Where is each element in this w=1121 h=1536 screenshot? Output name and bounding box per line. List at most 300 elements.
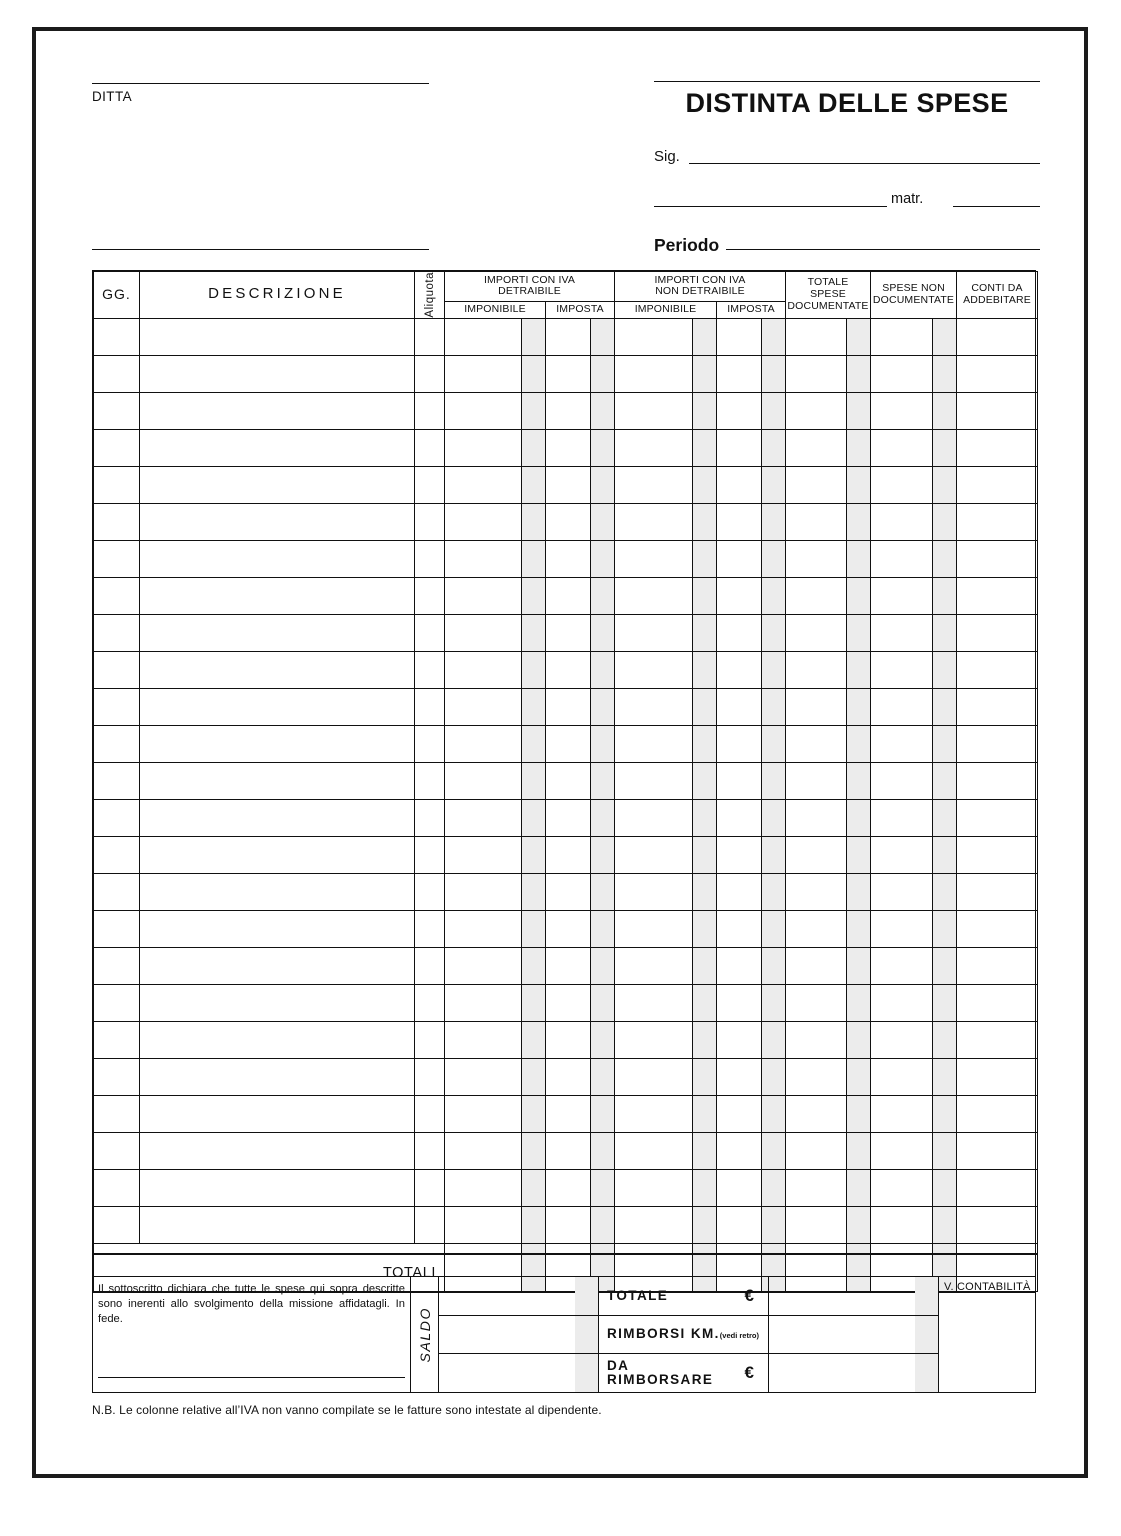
cell-imposta-1-cents[interactable] (591, 725, 615, 762)
cell-descrizione[interactable] (140, 984, 415, 1021)
cell-imposta-1-cents[interactable] (591, 799, 615, 836)
cell-tsd-cents[interactable] (847, 540, 871, 577)
cell-snd-cents[interactable] (933, 1132, 957, 1169)
cell-imposta-1[interactable] (546, 1021, 591, 1058)
cell-imponibile-2-cents[interactable] (693, 429, 717, 466)
cell-imposta-2-cents[interactable] (762, 1132, 786, 1169)
cell-imponibile-1[interactable] (445, 1095, 522, 1132)
cell-imponibile-1-cents[interactable] (522, 799, 546, 836)
cell-aliquota[interactable] (415, 1206, 445, 1243)
rimborsi-km-amount-cents[interactable] (915, 1316, 938, 1354)
cell-imponibile-1[interactable] (445, 577, 522, 614)
cell-spese-non-documentate[interactable] (871, 688, 933, 725)
cell-imposta-1-cents[interactable] (591, 1132, 615, 1169)
cell-imposta-2[interactable] (717, 1095, 762, 1132)
cell-tsd-cents[interactable] (847, 651, 871, 688)
cell-imposta-1[interactable] (546, 466, 591, 503)
cell-imposta-2-cents[interactable] (762, 577, 786, 614)
cell-imposta-2[interactable] (717, 910, 762, 947)
cell-imposta-2-cents[interactable] (762, 1095, 786, 1132)
cell-imponibile-1[interactable] (445, 947, 522, 984)
cell-snd-cents[interactable] (933, 1169, 957, 1206)
cell-conti-da-addebitare[interactable] (957, 836, 1038, 873)
cell-gg[interactable] (94, 836, 140, 873)
cell-imponibile-1[interactable] (445, 318, 522, 355)
cell-descrizione[interactable] (140, 429, 415, 466)
cell-descrizione[interactable] (140, 651, 415, 688)
v-contabilita-block[interactable] (939, 1277, 1035, 1392)
cell-aliquota[interactable] (415, 836, 445, 873)
cell-descrizione[interactable] (140, 1169, 415, 1206)
cell-snd-cents[interactable] (933, 318, 957, 355)
cell-tsd-cents[interactable] (847, 1169, 871, 1206)
cell-imposta-2-cents[interactable] (762, 688, 786, 725)
cell-imposta-2-cents[interactable] (762, 392, 786, 429)
cell-imponibile-2-cents[interactable] (693, 799, 717, 836)
cell-conti-da-addebitare[interactable] (957, 1169, 1038, 1206)
cell-gg[interactable] (94, 1021, 140, 1058)
cell-descrizione[interactable] (140, 910, 415, 947)
cell-tsd-cents[interactable] (847, 799, 871, 836)
saldo-box-1-cents[interactable] (575, 1277, 598, 1315)
cell-spese-non-documentate[interactable] (871, 1021, 933, 1058)
cell-imponibile-2[interactable] (615, 466, 693, 503)
cell-imponibile-1-cents[interactable] (522, 1132, 546, 1169)
cell-imposta-2-cents[interactable] (762, 1206, 786, 1243)
cell-imponibile-2[interactable] (615, 1132, 693, 1169)
cell-conti-da-addebitare[interactable] (957, 540, 1038, 577)
cell-conti-da-addebitare[interactable] (957, 984, 1038, 1021)
cell-imponibile-1[interactable] (445, 1132, 522, 1169)
cell-imponibile-2-cents[interactable] (693, 577, 717, 614)
cell-imponibile-1-cents[interactable] (522, 1206, 546, 1243)
cell-spese-non-documentate[interactable] (871, 651, 933, 688)
cell-imponibile-2-cents[interactable] (693, 1058, 717, 1095)
cell-imponibile-2[interactable] (615, 984, 693, 1021)
cell-imposta-1[interactable] (546, 873, 591, 910)
cell-imposta-1[interactable] (546, 614, 591, 651)
cell-totale-spese-documentate[interactable] (786, 799, 847, 836)
cell-totale-spese-documentate[interactable] (786, 762, 847, 799)
cell-imposta-2-cents[interactable] (762, 614, 786, 651)
cell-imponibile-2[interactable] (615, 1058, 693, 1095)
cell-totale-spese-documentate[interactable] (786, 1206, 847, 1243)
saldo-box-3-cents[interactable] (575, 1354, 598, 1392)
cell-snd-cents[interactable] (933, 1206, 957, 1243)
cell-spese-non-documentate[interactable] (871, 1206, 933, 1243)
cell-imposta-1[interactable] (546, 762, 591, 799)
cell-imposta-1[interactable] (546, 355, 591, 392)
cell-imposta-2[interactable] (717, 466, 762, 503)
cell-imponibile-2-cents[interactable] (693, 688, 717, 725)
cell-imponibile-2-cents[interactable] (693, 318, 717, 355)
cell-descrizione[interactable] (140, 577, 415, 614)
cell-imposta-1[interactable] (546, 1206, 591, 1243)
cell-imposta-1[interactable] (546, 725, 591, 762)
cell-aliquota[interactable] (415, 725, 445, 762)
cell-gg[interactable] (94, 688, 140, 725)
cell-descrizione[interactable] (140, 836, 415, 873)
cell-imposta-1-cents[interactable] (591, 614, 615, 651)
cell-imponibile-2-cents[interactable] (693, 910, 717, 947)
cell-spese-non-documentate[interactable] (871, 762, 933, 799)
cell-snd-cents[interactable] (933, 503, 957, 540)
cell-imposta-2[interactable] (717, 577, 762, 614)
cell-imponibile-2[interactable] (615, 688, 693, 725)
cell-imponibile-2[interactable] (615, 1169, 693, 1206)
cell-imposta-2-cents[interactable] (762, 836, 786, 873)
cell-imponibile-2-cents[interactable] (693, 947, 717, 984)
cell-imponibile-1-cents[interactable] (522, 614, 546, 651)
cell-imposta-1[interactable] (546, 577, 591, 614)
cell-imponibile-2-cents[interactable] (693, 725, 717, 762)
cell-descrizione[interactable] (140, 873, 415, 910)
cell-imponibile-1-cents[interactable] (522, 688, 546, 725)
cell-snd-cents[interactable] (933, 947, 957, 984)
cell-imponibile-2-cents[interactable] (693, 614, 717, 651)
cell-imponibile-1-cents[interactable] (522, 984, 546, 1021)
cell-imponibile-1-cents[interactable] (522, 466, 546, 503)
cell-imposta-2-cents[interactable] (762, 429, 786, 466)
cell-imponibile-1[interactable] (445, 1169, 522, 1206)
da-rimborsare-amount-box[interactable] (769, 1354, 938, 1392)
cell-imponibile-1[interactable] (445, 725, 522, 762)
cell-imposta-1[interactable] (546, 540, 591, 577)
cell-imponibile-1-cents[interactable] (522, 947, 546, 984)
cell-tsd-cents[interactable] (847, 466, 871, 503)
cell-gg[interactable] (94, 318, 140, 355)
cell-imponibile-2-cents[interactable] (693, 836, 717, 873)
cell-conti-da-addebitare[interactable] (957, 873, 1038, 910)
cell-imponibile-1[interactable] (445, 540, 522, 577)
cell-aliquota[interactable] (415, 429, 445, 466)
cell-imposta-1-cents[interactable] (591, 1169, 615, 1206)
cell-imponibile-1-cents[interactable] (522, 836, 546, 873)
cell-spese-non-documentate[interactable] (871, 1132, 933, 1169)
cell-aliquota[interactable] (415, 540, 445, 577)
cell-spese-non-documentate[interactable] (871, 318, 933, 355)
cell-imposta-1[interactable] (546, 318, 591, 355)
cell-imponibile-2[interactable] (615, 947, 693, 984)
cell-imposta-1-cents[interactable] (591, 651, 615, 688)
cell-imponibile-2[interactable] (615, 836, 693, 873)
cell-snd-cents[interactable] (933, 651, 957, 688)
cell-imposta-2[interactable] (717, 355, 762, 392)
cell-spese-non-documentate[interactable] (871, 725, 933, 762)
cell-aliquota[interactable] (415, 1095, 445, 1132)
cell-tsd-cents[interactable] (847, 503, 871, 540)
cell-spese-non-documentate[interactable] (871, 873, 933, 910)
cell-conti-da-addebitare[interactable] (957, 429, 1038, 466)
cell-imponibile-1[interactable] (445, 799, 522, 836)
cell-spese-non-documentate[interactable] (871, 947, 933, 984)
cell-snd-cents[interactable] (933, 836, 957, 873)
cell-tsd-cents[interactable] (847, 429, 871, 466)
cell-imposta-2[interactable] (717, 429, 762, 466)
cell-imposta-1-cents[interactable] (591, 984, 615, 1021)
cell-imponibile-1[interactable] (445, 1021, 522, 1058)
cell-imponibile-1-cents[interactable] (522, 910, 546, 947)
cell-imponibile-2-cents[interactable] (693, 503, 717, 540)
saldo-box-2[interactable] (439, 1316, 598, 1355)
cell-totale-spese-documentate[interactable] (786, 1095, 847, 1132)
cell-totale-spese-documentate[interactable] (786, 836, 847, 873)
cell-imposta-1[interactable] (546, 1169, 591, 1206)
cell-imposta-1[interactable] (546, 836, 591, 873)
cell-tsd-cents[interactable] (847, 762, 871, 799)
cell-imponibile-1[interactable] (445, 910, 522, 947)
signature-line[interactable] (98, 1377, 405, 1378)
cell-descrizione[interactable] (140, 762, 415, 799)
cell-imposta-2[interactable] (717, 1058, 762, 1095)
cell-descrizione[interactable] (140, 466, 415, 503)
cell-gg[interactable] (94, 651, 140, 688)
cell-conti-da-addebitare[interactable] (957, 1132, 1038, 1169)
cell-gg[interactable] (94, 1132, 140, 1169)
cell-conti-da-addebitare[interactable] (957, 947, 1038, 984)
cell-totale-spese-documentate[interactable] (786, 355, 847, 392)
cell-snd-cents[interactable] (933, 873, 957, 910)
cell-snd-cents[interactable] (933, 725, 957, 762)
cell-aliquota[interactable] (415, 1169, 445, 1206)
cell-imponibile-1[interactable] (445, 429, 522, 466)
cell-imponibile-2-cents[interactable] (693, 762, 717, 799)
cell-aliquota[interactable] (415, 984, 445, 1021)
cell-conti-da-addebitare[interactable] (957, 1095, 1038, 1132)
cell-conti-da-addebitare[interactable] (957, 799, 1038, 836)
cell-tsd-cents[interactable] (847, 688, 871, 725)
cell-descrizione[interactable] (140, 614, 415, 651)
cell-imponibile-2[interactable] (615, 873, 693, 910)
cell-descrizione[interactable] (140, 1058, 415, 1095)
cell-conti-da-addebitare[interactable] (957, 355, 1038, 392)
cell-aliquota[interactable] (415, 577, 445, 614)
cell-imponibile-1-cents[interactable] (522, 762, 546, 799)
cell-imponibile-1-cents[interactable] (522, 355, 546, 392)
cell-imponibile-1[interactable] (445, 836, 522, 873)
cell-spese-non-documentate[interactable] (871, 392, 933, 429)
cell-gg[interactable] (94, 1095, 140, 1132)
cell-aliquota[interactable] (415, 688, 445, 725)
cell-tsd-cents[interactable] (847, 1021, 871, 1058)
cell-spese-non-documentate[interactable] (871, 429, 933, 466)
matr-input-line[interactable] (953, 206, 1040, 207)
cell-tsd-cents[interactable] (847, 984, 871, 1021)
cell-gg[interactable] (94, 540, 140, 577)
cell-gg[interactable] (94, 503, 140, 540)
cell-imposta-2[interactable] (717, 836, 762, 873)
cell-imposta-1[interactable] (546, 1132, 591, 1169)
cell-imponibile-1-cents[interactable] (522, 503, 546, 540)
cell-spese-non-documentate[interactable] (871, 1169, 933, 1206)
cell-imposta-2[interactable] (717, 614, 762, 651)
cell-snd-cents[interactable] (933, 614, 957, 651)
cell-spese-non-documentate[interactable] (871, 799, 933, 836)
cell-tsd-cents[interactable] (847, 725, 871, 762)
cell-imponibile-2[interactable] (615, 910, 693, 947)
cell-imposta-2[interactable] (717, 725, 762, 762)
cell-totale-spese-documentate[interactable] (786, 503, 847, 540)
cell-imposta-1[interactable] (546, 1058, 591, 1095)
cell-imponibile-2[interactable] (615, 1095, 693, 1132)
cell-imposta-2[interactable] (717, 873, 762, 910)
cell-spese-non-documentate[interactable] (871, 910, 933, 947)
cell-imposta-1-cents[interactable] (591, 577, 615, 614)
cell-imponibile-1-cents[interactable] (522, 540, 546, 577)
cell-imposta-1-cents[interactable] (591, 1021, 615, 1058)
cell-descrizione[interactable] (140, 392, 415, 429)
cell-totale-spese-documentate[interactable] (786, 725, 847, 762)
cell-imposta-1[interactable] (546, 651, 591, 688)
cell-imponibile-1[interactable] (445, 762, 522, 799)
cell-totale-spese-documentate[interactable] (786, 947, 847, 984)
cell-imposta-2-cents[interactable] (762, 873, 786, 910)
cell-totale-spese-documentate[interactable] (786, 318, 847, 355)
totale-amount-box[interactable] (769, 1277, 938, 1316)
cell-aliquota[interactable] (415, 392, 445, 429)
cell-aliquota[interactable] (415, 503, 445, 540)
sig-input-line[interactable] (689, 163, 1040, 164)
cell-imponibile-2-cents[interactable] (693, 392, 717, 429)
cell-imposta-2[interactable] (717, 503, 762, 540)
cell-tsd-cents[interactable] (847, 614, 871, 651)
cell-imposta-1-cents[interactable] (591, 466, 615, 503)
cell-imposta-1-cents[interactable] (591, 540, 615, 577)
cell-aliquota[interactable] (415, 947, 445, 984)
cell-imponibile-2[interactable] (615, 762, 693, 799)
cell-imponibile-2[interactable] (615, 355, 693, 392)
cell-imposta-2-cents[interactable] (762, 1169, 786, 1206)
cell-gg[interactable] (94, 1206, 140, 1243)
cell-totale-spese-documentate[interactable] (786, 910, 847, 947)
cell-snd-cents[interactable] (933, 540, 957, 577)
cell-tsd-cents[interactable] (847, 318, 871, 355)
cell-totale-spese-documentate[interactable] (786, 540, 847, 577)
cell-totale-spese-documentate[interactable] (786, 1169, 847, 1206)
cell-aliquota[interactable] (415, 355, 445, 392)
cell-imponibile-2[interactable] (615, 651, 693, 688)
cell-snd-cents[interactable] (933, 577, 957, 614)
cell-imponibile-2-cents[interactable] (693, 1206, 717, 1243)
cell-gg[interactable] (94, 873, 140, 910)
cell-imponibile-1-cents[interactable] (522, 725, 546, 762)
cell-descrizione[interactable] (140, 503, 415, 540)
cell-imposta-2[interactable] (717, 799, 762, 836)
cell-conti-da-addebitare[interactable] (957, 910, 1038, 947)
cell-gg[interactable] (94, 1058, 140, 1095)
cell-totale-spese-documentate[interactable] (786, 429, 847, 466)
cell-gg[interactable] (94, 725, 140, 762)
cell-snd-cents[interactable] (933, 762, 957, 799)
cell-descrizione[interactable] (140, 1095, 415, 1132)
cell-totale-spese-documentate[interactable] (786, 466, 847, 503)
cell-tsd-cents[interactable] (847, 836, 871, 873)
cell-imponibile-2[interactable] (615, 577, 693, 614)
cell-imponibile-1-cents[interactable] (522, 1058, 546, 1095)
cell-tsd-cents[interactable] (847, 355, 871, 392)
cell-tsd-cents[interactable] (847, 1132, 871, 1169)
cell-imposta-2-cents[interactable] (762, 503, 786, 540)
cell-imponibile-2-cents[interactable] (693, 1095, 717, 1132)
cell-aliquota[interactable] (415, 1058, 445, 1095)
cell-imponibile-1[interactable] (445, 503, 522, 540)
cell-tsd-cents[interactable] (847, 1058, 871, 1095)
cell-spese-non-documentate[interactable] (871, 1058, 933, 1095)
cell-imponibile-1-cents[interactable] (522, 651, 546, 688)
cell-imposta-2[interactable] (717, 1206, 762, 1243)
cell-imposta-2-cents[interactable] (762, 725, 786, 762)
cell-totale-spese-documentate[interactable] (786, 1132, 847, 1169)
saldo-box-1[interactable] (439, 1277, 598, 1316)
cell-imposta-2[interactable] (717, 540, 762, 577)
totale-amount-cents[interactable] (915, 1277, 938, 1315)
cell-imposta-1-cents[interactable] (591, 1206, 615, 1243)
cell-imponibile-2[interactable] (615, 1021, 693, 1058)
cell-imposta-2-cents[interactable] (762, 910, 786, 947)
cell-totale-spese-documentate[interactable] (786, 1058, 847, 1095)
cell-conti-da-addebitare[interactable] (957, 762, 1038, 799)
cell-imposta-1-cents[interactable] (591, 873, 615, 910)
cell-snd-cents[interactable] (933, 466, 957, 503)
cell-snd-cents[interactable] (933, 392, 957, 429)
cell-totale-spese-documentate[interactable] (786, 688, 847, 725)
cell-imposta-1-cents[interactable] (591, 429, 615, 466)
cell-imponibile-2-cents[interactable] (693, 540, 717, 577)
cell-imponibile-2-cents[interactable] (693, 873, 717, 910)
cell-conti-da-addebitare[interactable] (957, 725, 1038, 762)
cell-imposta-2[interactable] (717, 392, 762, 429)
cell-aliquota[interactable] (415, 318, 445, 355)
cell-imposta-2-cents[interactable] (762, 762, 786, 799)
cell-spese-non-documentate[interactable] (871, 466, 933, 503)
cell-conti-da-addebitare[interactable] (957, 1206, 1038, 1243)
cell-imposta-1-cents[interactable] (591, 392, 615, 429)
cell-descrizione[interactable] (140, 1206, 415, 1243)
cell-imposta-2-cents[interactable] (762, 984, 786, 1021)
cell-imponibile-2-cents[interactable] (693, 355, 717, 392)
cell-imposta-1-cents[interactable] (591, 1095, 615, 1132)
cell-aliquota[interactable] (415, 1132, 445, 1169)
cell-descrizione[interactable] (140, 355, 415, 392)
da-rimborsare-amount-cents[interactable] (915, 1354, 938, 1392)
cell-descrizione[interactable] (140, 540, 415, 577)
cell-imponibile-1-cents[interactable] (522, 1169, 546, 1206)
cell-imponibile-1[interactable] (445, 614, 522, 651)
cell-imponibile-1[interactable] (445, 1206, 522, 1243)
cell-gg[interactable] (94, 429, 140, 466)
cell-imponibile-1[interactable] (445, 984, 522, 1021)
cell-gg[interactable] (94, 1169, 140, 1206)
cell-imponibile-2[interactable] (615, 429, 693, 466)
cell-imposta-1-cents[interactable] (591, 762, 615, 799)
cell-aliquota[interactable] (415, 799, 445, 836)
cell-aliquota[interactable] (415, 910, 445, 947)
cell-imponibile-1[interactable] (445, 651, 522, 688)
cell-gg[interactable] (94, 984, 140, 1021)
cell-imposta-2-cents[interactable] (762, 651, 786, 688)
cell-spese-non-documentate[interactable] (871, 836, 933, 873)
cell-imponibile-1[interactable] (445, 392, 522, 429)
cell-aliquota[interactable] (415, 614, 445, 651)
cell-imponibile-1[interactable] (445, 873, 522, 910)
cell-totale-spese-documentate[interactable] (786, 873, 847, 910)
cell-totale-spese-documentate[interactable] (786, 614, 847, 651)
cell-conti-da-addebitare[interactable] (957, 651, 1038, 688)
cell-imposta-2-cents[interactable] (762, 1021, 786, 1058)
cell-imposta-2[interactable] (717, 688, 762, 725)
cell-totale-spese-documentate[interactable] (786, 392, 847, 429)
cell-imposta-1[interactable] (546, 392, 591, 429)
